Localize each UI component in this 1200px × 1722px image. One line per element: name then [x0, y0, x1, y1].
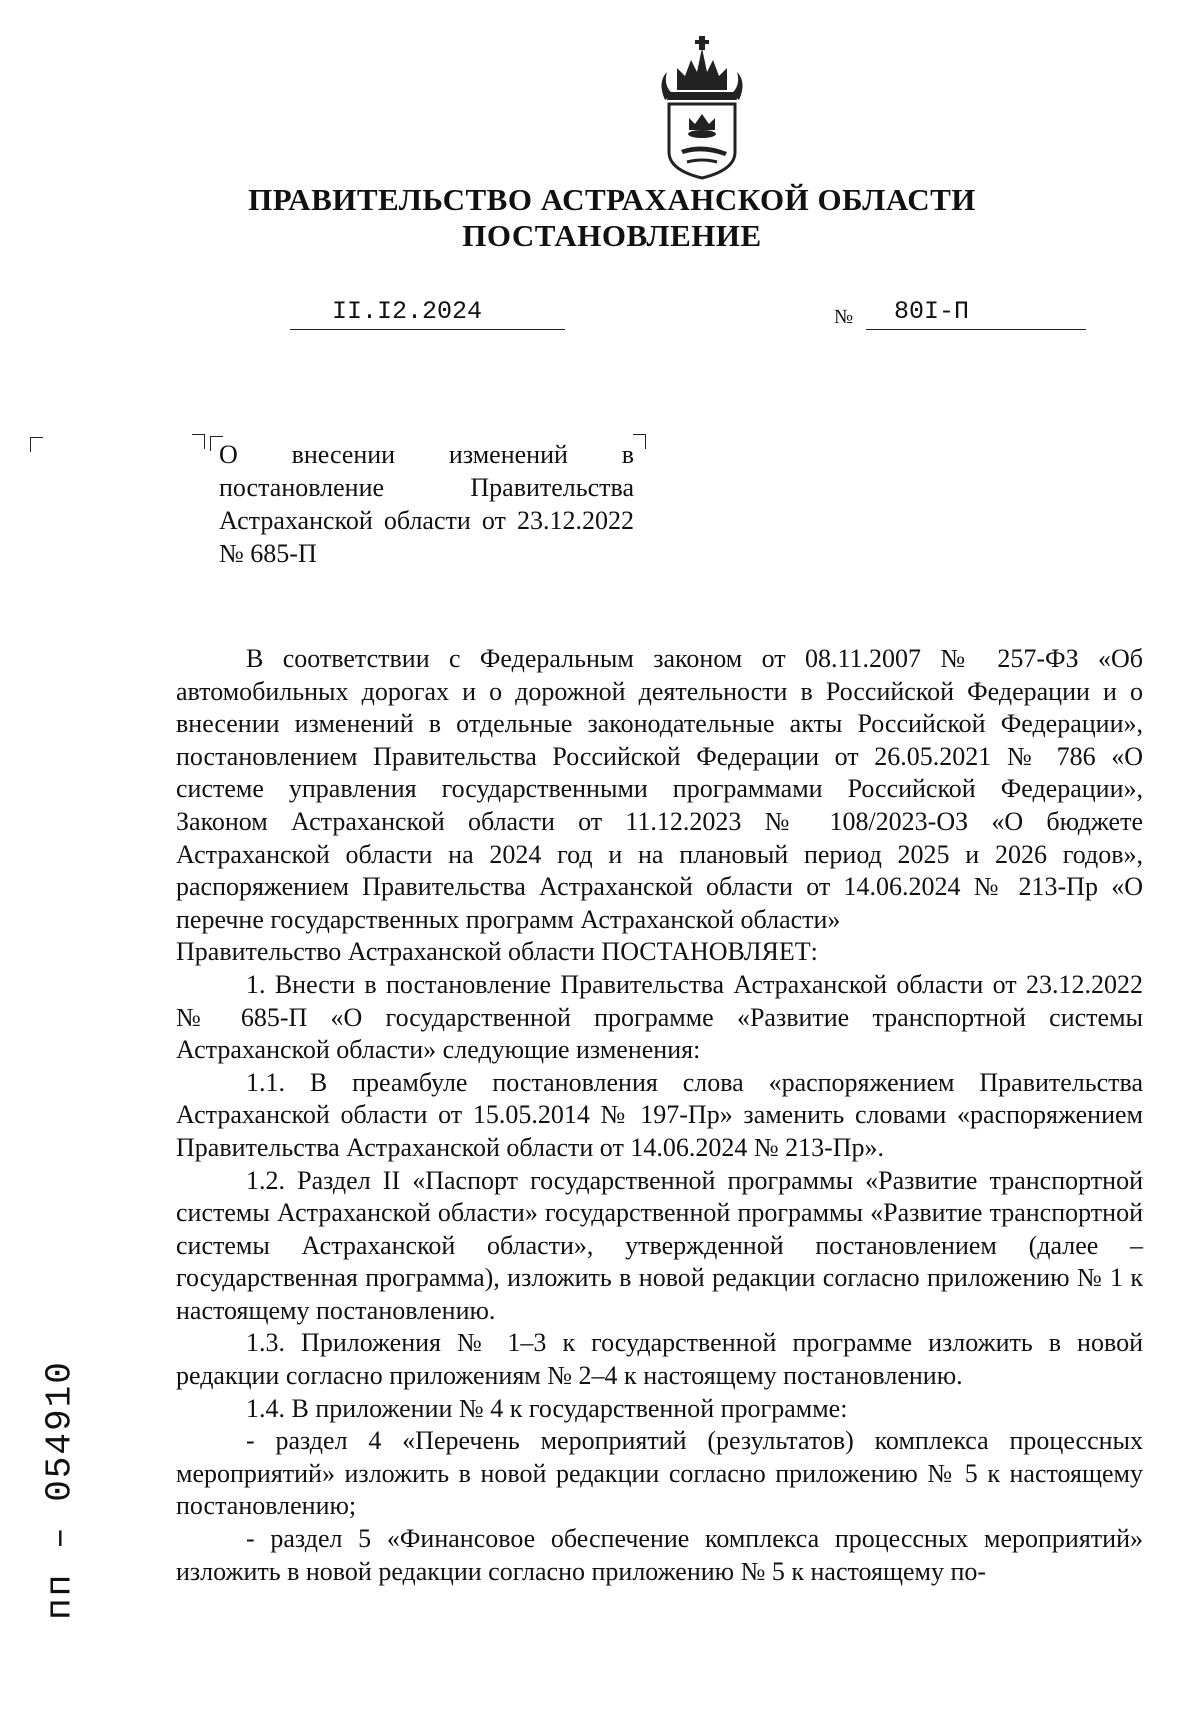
body-paragraph: 1.1. В преамбуле постановления слова «распоряжением Правительства Астраханской области от 15.05.2014 № 197-Пр» заменить словами «распоряжением Правительства Астраханской области от 14.06.2024 № 213-Пр».: [176, 1067, 1143, 1162]
body-paragraph: 1. Внести в постановление Правительства Астраханской области от 23.12.2022 № 685-П «О государственной программе «Развитие транспортной системы Астраханской области» следующие изменения:: [176, 969, 1143, 1065]
resolution-clause: Правительство Астраханской области ПОСТАНОВЛЯЕТ:: [176, 937, 818, 967]
coat-of-arms-icon: [647, 30, 757, 180]
document-number: 80I-П: [894, 297, 970, 326]
serial-number-stamp: [30, 1360, 90, 1620]
government-title: ПРАВИТЕЛЬСТВО АСТРАХАНСКОЙ ОБЛАСТИ: [248, 182, 976, 217]
number-sign: №: [834, 306, 854, 328]
body-paragraph: 1.3. Приложения № 1–3 к государственной программе изложить в новой редакции согласно приложениям № 2–4 к настоящему постановлению.: [176, 1328, 1143, 1391]
margin-corner-mark: [30, 437, 43, 452]
subject-bracket-left-outer: [192, 434, 205, 449]
body-paragraph: 1.4. В приложении № 4 к государственной программе:: [246, 1393, 848, 1423]
document-body: [176, 643, 1143, 1588]
body-paragraph: - раздел 5 «Финансовое обеспечение комплекса процессных мероприятий» изложить в новой редакции согласно приложению № 5 к настоящему по-: [176, 1524, 1143, 1586]
body-paragraph: 1.2. Раздел II «Паспорт государственной программы «Развитие транспортной системы Астраханской области» государственной программы «Развитие транспортной системы Астраханской области», утвержденной постановлением (далее – государственная программа), изложить в новой редакции согласно приложению № 1 к настоящему постановлению.: [176, 1165, 1143, 1325]
document-subject: [219, 438, 634, 570]
subject-text: О внесении изменений в постановление Правительства Астраханской области от 23.12.2022 № 685-П: [219, 440, 634, 568]
document-date-field: [290, 297, 565, 330]
body-paragraph: - раздел 4 «Перечень мероприятий (результатов) комплекса процессных мероприятий» изложить в новой редакции согласно приложению № 5 к настоящему постановлению;: [176, 1426, 1143, 1521]
subject-bracket-right: [633, 434, 646, 449]
preamble-paragraph: В соответствии с Федеральным законом от 08.11.2007 № 257-ФЗ «Об автомобильных дорогах и о дорожной деятельности в Российской Федерации и о внесении изменений в отдельные законодательные акты Российской Федерации», постановлением Правительства Российской Федерации от 26.05.2021 № 786 «О системе управления государственными программами Российской Федерации», Законом Астраханской области от 11.12.2023 № 108/2023-ОЗ «О бюджете Астраханской области на 2024 год и на плановый период 2025 и 2026 годов», распоряжением Правительства Астраханской области от 14.06.2024 № 213-Пр «О перечне государственных программ Астраханской области»: [176, 644, 1143, 934]
document-date: II.I2.2024: [332, 297, 483, 326]
serial-number-text: пп – 054910: [39, 1360, 81, 1620]
document-type-title: ПОСТАНОВЛЕНИЕ: [462, 218, 762, 253]
document-number-field: [866, 297, 1086, 330]
